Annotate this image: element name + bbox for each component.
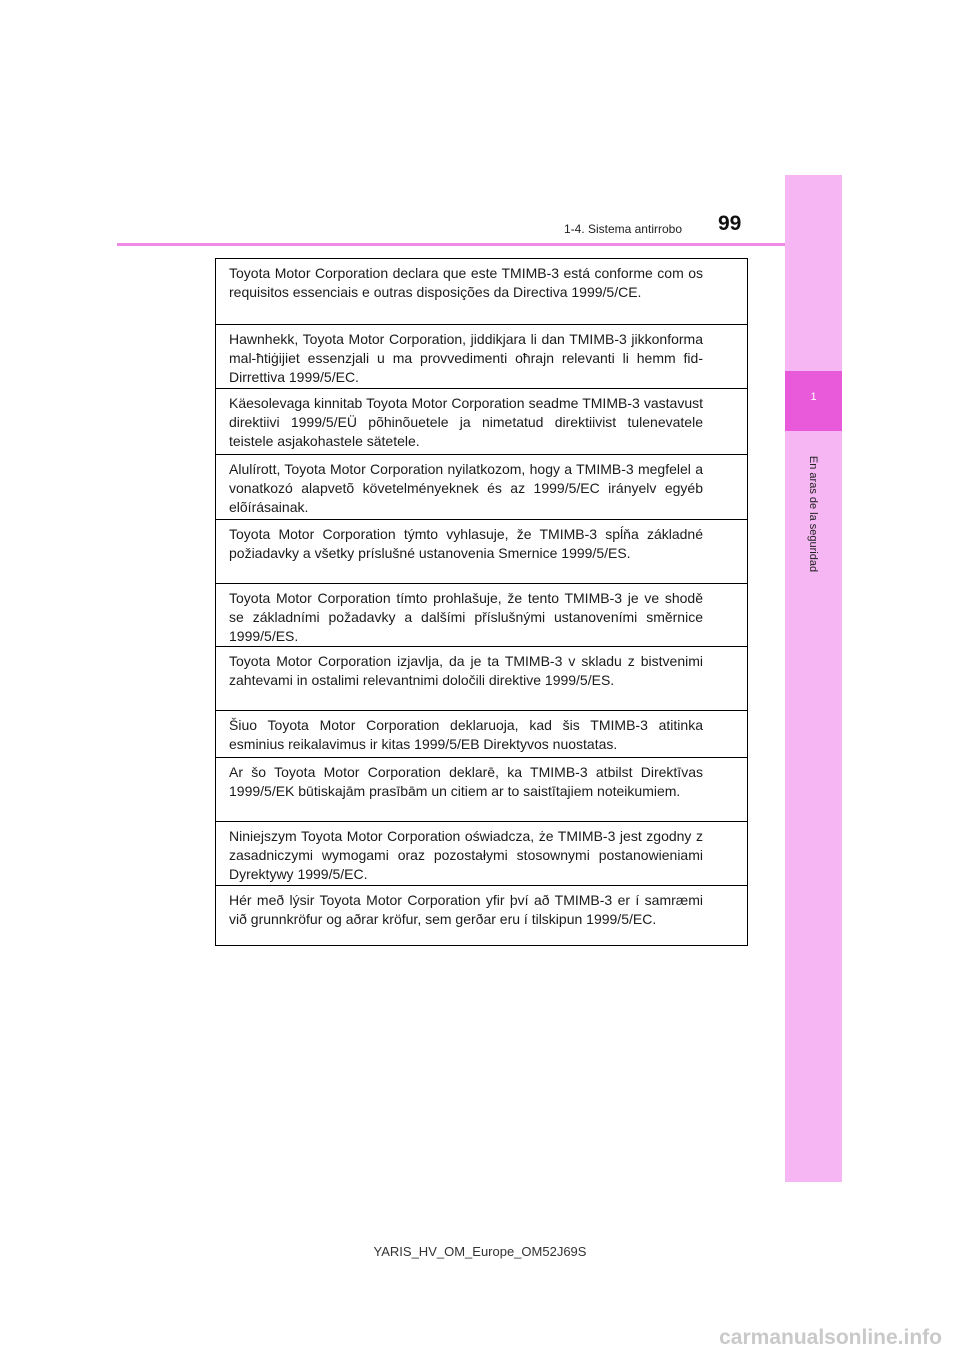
declaration-row-portuguese: Toyota Motor Corporation declara que este TMIMB-3 está conforme com os requisitos essenciais e outras disposições da Directiva 1999/5/CE. — [229, 265, 703, 300]
document-id: YARIS_HV_OM_Europe_OM52J69S — [373, 1244, 587, 1259]
declaration-row-polish: Niniejszym Toyota Motor Corporation oświadcza, że TMIMB-3 jest zgodny z zasadniczymi wymogami oraz pozostałymi stosownymi postanowieniami Dyrektywy 1999/5/EC. — [216, 821, 747, 885]
watermark: carmanualsonline.info — [719, 1326, 942, 1349]
declaration-row-lithuanian: Šiuo Toyota Motor Corporation deklaruoja, kad šis TMIMB-3 atitinka esminius reikalavimus ir kitas 1999/5/EB Direktyvos nuostatas. — [216, 710, 747, 757]
chapter-number: 1 — [810, 391, 817, 403]
declaration-row-icelandic: Hér með lýsir Toyota Motor Corporation yfir því að TMIMB-3 er í samræmi við grunnkröfur og aðrar kröfur, sem gerðar eru í tilskipun 1999/5/EC. — [216, 885, 747, 945]
declaration-row-hungarian: Alulírott, Toyota Motor Corporation nyilatkozom, hogy a TMIMB-3 megfelel a vonatkozó alapvetõ követelményeknek és az 1999/5/EC irányelv egyéb elõírásainak. — [216, 454, 747, 519]
declaration-row-czech: Toyota Motor Corporation tímto prohlašuje, že tento TMIMB-3 je ve shodě se základními požadavky a dalšími příslušnými ustanoveními směrnice 1999/5/ES. — [216, 583, 747, 646]
declaration-row-maltese: Hawnhekk, Toyota Motor Corporation, jiddikjara li dan TMIMB-3 jikkonforma mal-ħtiġijiet essenzjali u ma provvedimenti oħrajn relevanti li hemm fid-Dirrettiva 1999/5/EC. — [216, 324, 747, 388]
declaration-row-latvian: Ar šo Toyota Motor Corporation deklarē, ka TMIMB-3 atbilst Direktīvas 1999/5/EK būtiskajām prasībām un citiem ar to saistītajiem noteikumiem. — [216, 757, 747, 821]
chapter-title: En aras de la seguridad — [807, 455, 819, 573]
declaration-row-slovak: Toyota Motor Corporation týmto vyhlasuje, že TMIMB-3 spĺňa základné požiadavky a všetky príslušné ustanovenia Smernice 1999/5/ES. — [216, 519, 747, 583]
header-divider — [117, 243, 785, 246]
declaration-row-slovenian: Toyota Motor Corporation izjavlja, da je ta TMIMB-3 v skladu z bistvenimi zahtevami in ostalimi relevantnimi določili direktive 1999/5/ES. — [216, 646, 747, 710]
chapter-side-tab — [785, 175, 842, 1182]
page-number: 99 — [718, 212, 742, 235]
declaration-table — [215, 258, 748, 946]
declaration-row-estonian: Käesolevaga kinnitab Toyota Motor Corporation seadme TMIMB-3 vastavust direktiivi 1999/5/EÜ põhinõuetele ja nimetatud direktiivist tulenevatele teistele asjakohastele sätetele. — [216, 388, 747, 454]
section-title: 1-4. Sistema antirrobo — [563, 222, 682, 236]
